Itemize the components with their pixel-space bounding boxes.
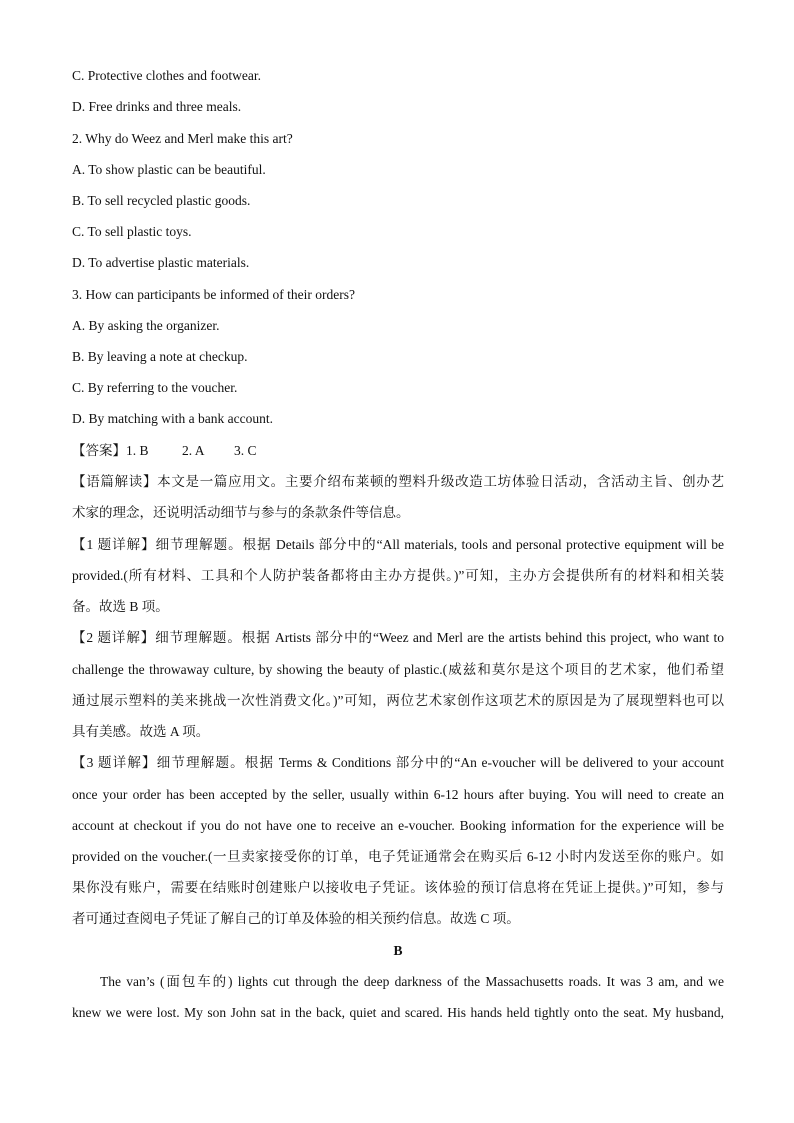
q3-option-d: D. By matching with a bank account.: [72, 411, 273, 426]
detail2-line: 【2 题详解】细节理解题。根据 Artists 部分中的“Weez and Merl are the artists behind this project, who want to: [72, 630, 724, 645]
answer-3: 3. C: [234, 443, 257, 458]
detail3-line: account at checkout if you do not have one to receive an e-voucher. Booking information for the experience will be: [72, 818, 724, 833]
q3-option-a: A. By asking the organizer.: [72, 318, 220, 333]
q2-option-c: C. To sell plastic toys.: [72, 224, 192, 239]
q2-option-b: B. To sell recycled plastic goods.: [72, 193, 251, 208]
detail2-line: 通过展示塑料的美来挑战一次性消费文化。)”可知，两位艺术家创作这项艺术的原因是为了展现塑料也可以: [72, 693, 724, 708]
answer-2: 2. A: [182, 443, 205, 458]
detail3-line: provided on the voucher.(一旦卖家接受你的订单，电子凭证通常会在购买后 6-12 小时内发送至你的账户。如: [72, 849, 724, 864]
detail3-line: once your order has been accepted by the seller, usually within 6-12 hours after buying. You will need to create an: [72, 787, 724, 802]
q1-option-c: C. Protective clothes and footwear.: [72, 68, 261, 83]
detail3-line: 【3 题详解】细节理解题。根据 Terms & Conditions 部分中的“An e-voucher will be delivered to your account: [72, 755, 724, 770]
answer-label: 【答案】: [72, 443, 126, 458]
detail2-line: 具有美感。故选 A 项。: [72, 724, 210, 739]
detail3-line: 果你没有账户，需要在结账时创建账户以接收电子凭证。该体验的预订信息将在凭证上提供。)”可知，参与: [72, 880, 724, 895]
q2-question: 2. Why do Weez and Merl make this art?: [72, 131, 293, 146]
detail2-line: challenge the throwaway culture, by showing the beauty of plastic.(威兹和莫尔是这个项目的艺术家，他们希望: [72, 662, 724, 677]
analysis-line: 【语篇解读】本文是一篇应用文。主要介绍布莱顿的塑料升级改造工坊体验日活动，含活动主旨、创办艺: [72, 474, 724, 489]
detail1-line: 【1 题详解】细节理解题。根据 Details 部分中的“All materials, tools and personal protective equipment will be: [72, 537, 724, 552]
answer-1: 1. B: [126, 443, 149, 458]
q3-option-b: B. By leaving a note at checkup.: [72, 349, 248, 364]
passage-line: The van’s (面包车的) lights cut through the deep darkness of the Massachusetts roads. It was 3 am, and we: [100, 974, 724, 989]
passage-line: knew we were lost. My son John sat in the back, quiet and scared. His hands held tightly onto the seat. My husband,: [72, 1005, 724, 1020]
answer-key: [72, 441, 724, 461]
q2-option-d: D. To advertise plastic materials.: [72, 255, 250, 270]
q2-option-a: A. To show plastic can be beautiful.: [72, 162, 266, 177]
q3-question: 3. How can participants be informed of their orders?: [72, 287, 356, 302]
detail1-line: 备。故选 B 项。: [72, 599, 169, 614]
analysis-line: 术家的理念，还说明活动细节与参与的条款条件等信息。: [72, 505, 410, 520]
q1-option-d: D. Free drinks and three meals.: [72, 99, 242, 114]
section-heading: B: [393, 943, 403, 958]
detail3-line: 者可通过查阅电子凭证了解自己的订单及体验的相关预约信息。故选 C 项。: [72, 911, 520, 926]
detail1-line: provided.(所有材料、工具和个人防护装备都将由主办方提供。)”可知，主办方会提供所有的材料和相关装: [72, 568, 724, 583]
q3-option-c: C. By referring to the voucher.: [72, 380, 238, 395]
